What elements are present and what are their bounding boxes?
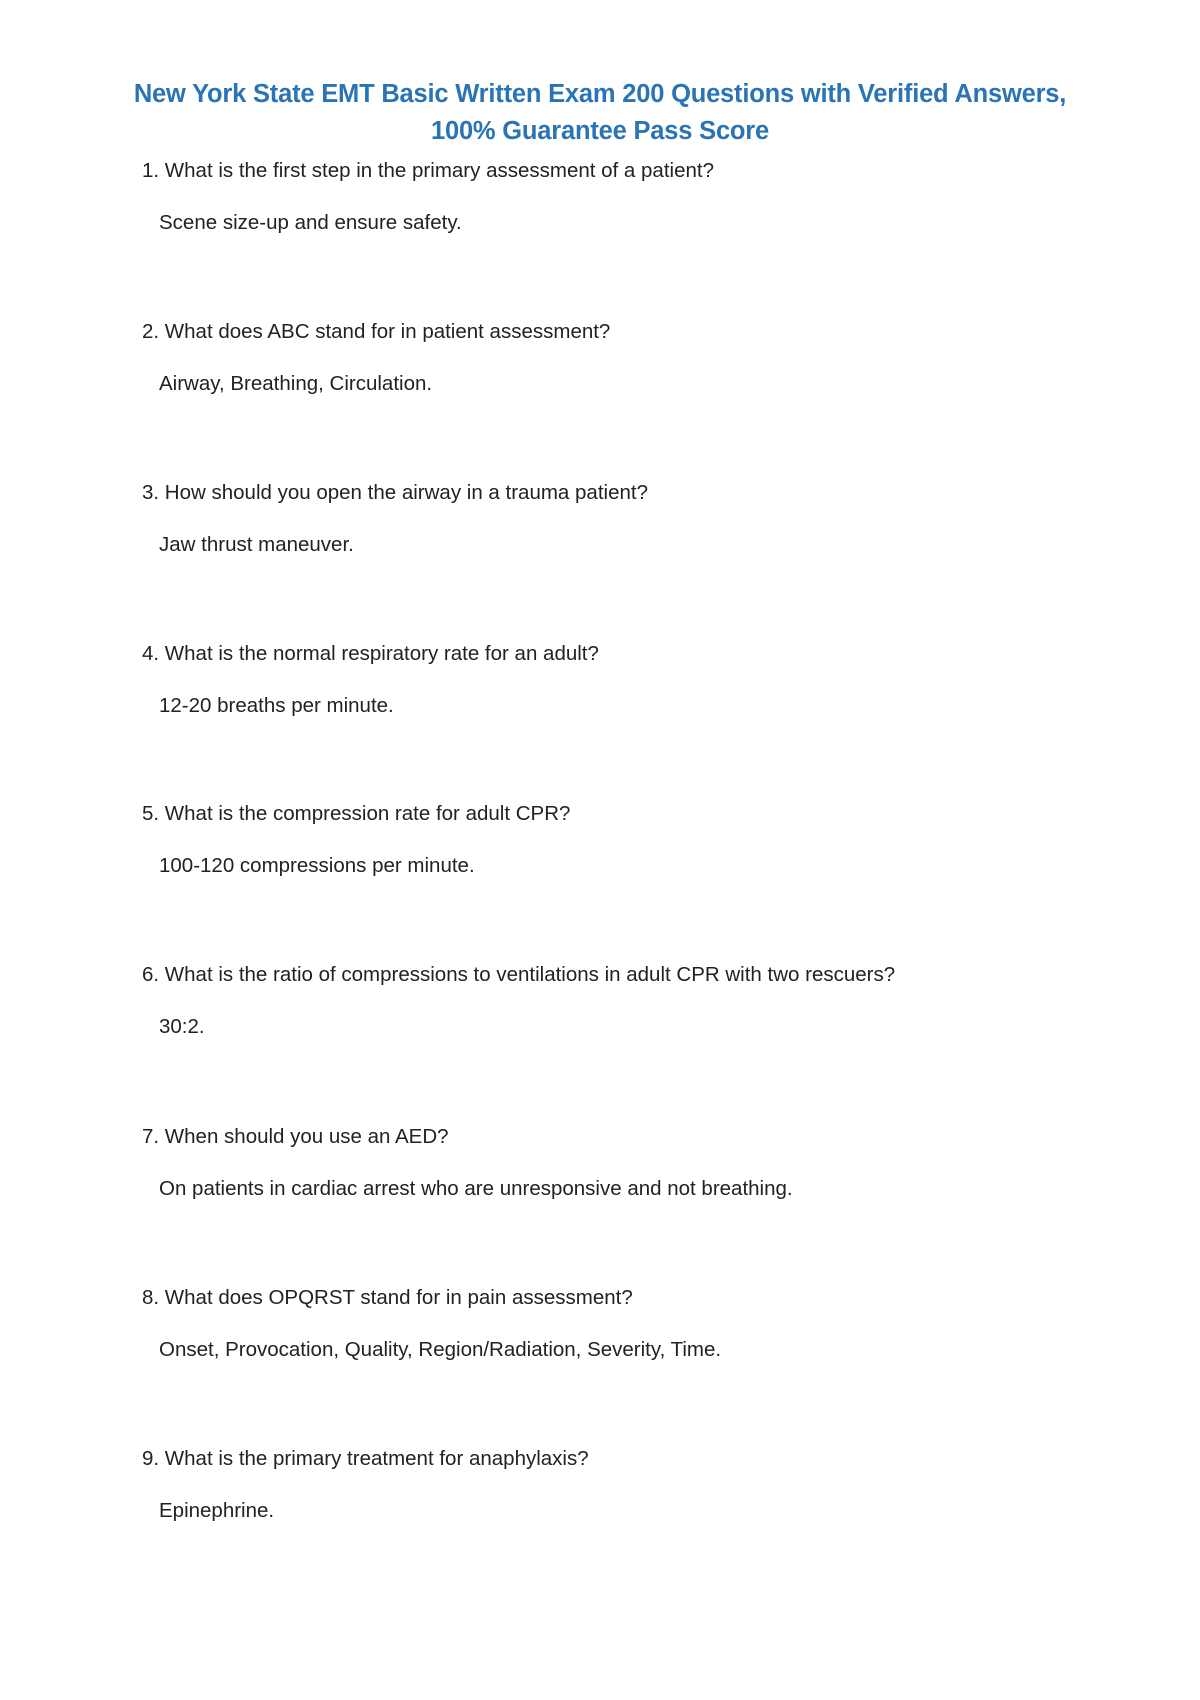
qa-item-3 [142, 479, 1102, 559]
question-text: 7. When should you use an AED? [142, 1125, 449, 1148]
answer-text: Airway, Breathing, Circulation. [159, 372, 433, 395]
question-text: 3. How should you open the airway in a trauma patient? [142, 481, 648, 504]
question-text: 5. What is the compression rate for adult CPR? [142, 802, 571, 825]
question-text: 4. What is the normal respiratory rate for an adult? [142, 642, 599, 665]
answer-text: Scene size-up and ensure safety. [159, 211, 462, 234]
answer-text: 100-120 compressions per minute. [159, 854, 475, 877]
answer-text: Onset, Provocation, Quality, Region/Radiation, Severity, Time. [159, 1338, 722, 1361]
question-text: 8. What does OPQRST stand for in pain assessment? [142, 1286, 633, 1309]
qa-item-4 [142, 640, 1102, 720]
document-title [100, 76, 1100, 150]
qa-item-2 [142, 318, 1102, 398]
question-text: 6. What is the ratio of compressions to ventilations in adult CPR with two rescuers? [142, 963, 896, 986]
qa-item-8 [142, 1284, 1102, 1364]
answer-text: 12-20 breaths per minute. [159, 694, 394, 717]
document-title-line-1: New York State EMT Basic Written Exam 200 Questions with Verified Answers, [133, 80, 1067, 108]
answer-text: 30:2. [159, 1015, 205, 1038]
qa-item-1 [142, 157, 1102, 237]
question-text: 1. What is the first step in the primary assessment of a patient? [142, 159, 714, 182]
qa-item-6 [142, 961, 1102, 1041]
qa-item-9 [142, 1445, 1102, 1525]
answer-text: On patients in cardiac arrest who are unresponsive and not breathing. [159, 1177, 793, 1200]
question-text: 2. What does ABC stand for in patient assessment? [142, 320, 611, 343]
answer-text: Epinephrine. [159, 1499, 275, 1522]
qa-item-5 [142, 800, 1102, 880]
question-text: 9. What is the primary treatment for anaphylaxis? [142, 1447, 589, 1470]
qa-item-7 [142, 1123, 1102, 1203]
document-title-line-2: 100% Guarantee Pass Score [430, 117, 770, 145]
answer-text: Jaw thrust maneuver. [159, 533, 354, 556]
